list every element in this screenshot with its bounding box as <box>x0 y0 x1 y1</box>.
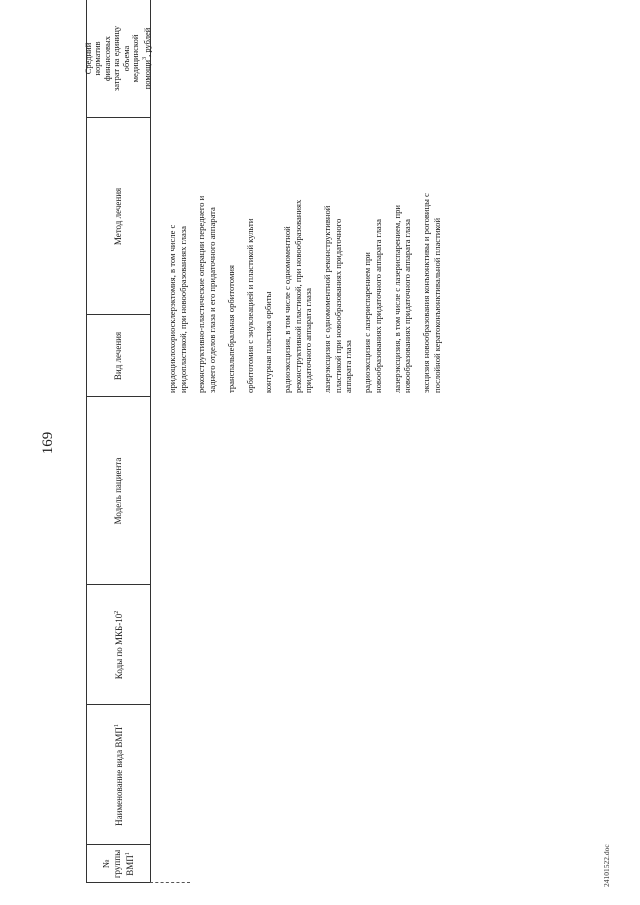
header-treatment-type: Вид лечения <box>112 331 123 381</box>
header-average-cost: Средний норматив финансовых затрат на единицу объема медицинской помощи$^3$, рублей <box>82 25 152 92</box>
treatment-method-item: контурная пластика орбиты <box>263 291 274 393</box>
header-patient-model: Модель пациента <box>112 457 123 525</box>
footer-file-name: 24101522.doc <box>602 844 611 887</box>
page-number: 169 <box>40 431 56 455</box>
table-header-rule <box>150 0 151 883</box>
treatment-method-item: лазерэксцизия с одномоментной реконструктивной пластикой при новообразованиях придаточного аппарата глаза <box>322 205 354 393</box>
treatment-method-item: эксцизия новообразования конъюнктивы и роговицы с послойной кератоконъюнктивальной пластикой <box>420 193 442 393</box>
header-treatment-method: Метод лечения <box>112 187 123 246</box>
header-icd-codes: Коды по МКБ-$10^2$ <box>113 610 124 680</box>
column-continuation-rule <box>150 882 190 883</box>
treatment-method-item: транспальпебральная орбитотомия <box>225 265 236 393</box>
treatment-method-item: лазерэксцизия, в том числе с лазериспарением, при новообразованиях придаточного аппарата глаза <box>391 204 413 393</box>
header-group-number: № группы ВМП$^1$ <box>100 849 135 879</box>
treatment-method-item: орбитотомия с энуклеацией и пластикой культи <box>244 218 255 393</box>
treatment-method-item: радиоэксцизия с лазериспарением при новообразованиях придаточного аппарата глаза <box>362 219 383 393</box>
treatment-method-item: иридоциклохориосклерэктомия, в том числе с иридопластикой, при новообразованиях глаза <box>167 224 188 393</box>
header-vmp-name: Наименование вида ВМП$^1$ <box>113 724 124 826</box>
treatment-method-item: радиоэксцизия, в том числе с одномоментной реконструктивной пластикой, при новообразованиях придаточного аппарата глаза <box>281 199 314 393</box>
treatment-method-item: реконструктивно-пластические операции переднего и заднего отделов глаза и его придаточного аппарата <box>196 195 218 393</box>
treatment-methods-list <box>167 191 450 393</box>
